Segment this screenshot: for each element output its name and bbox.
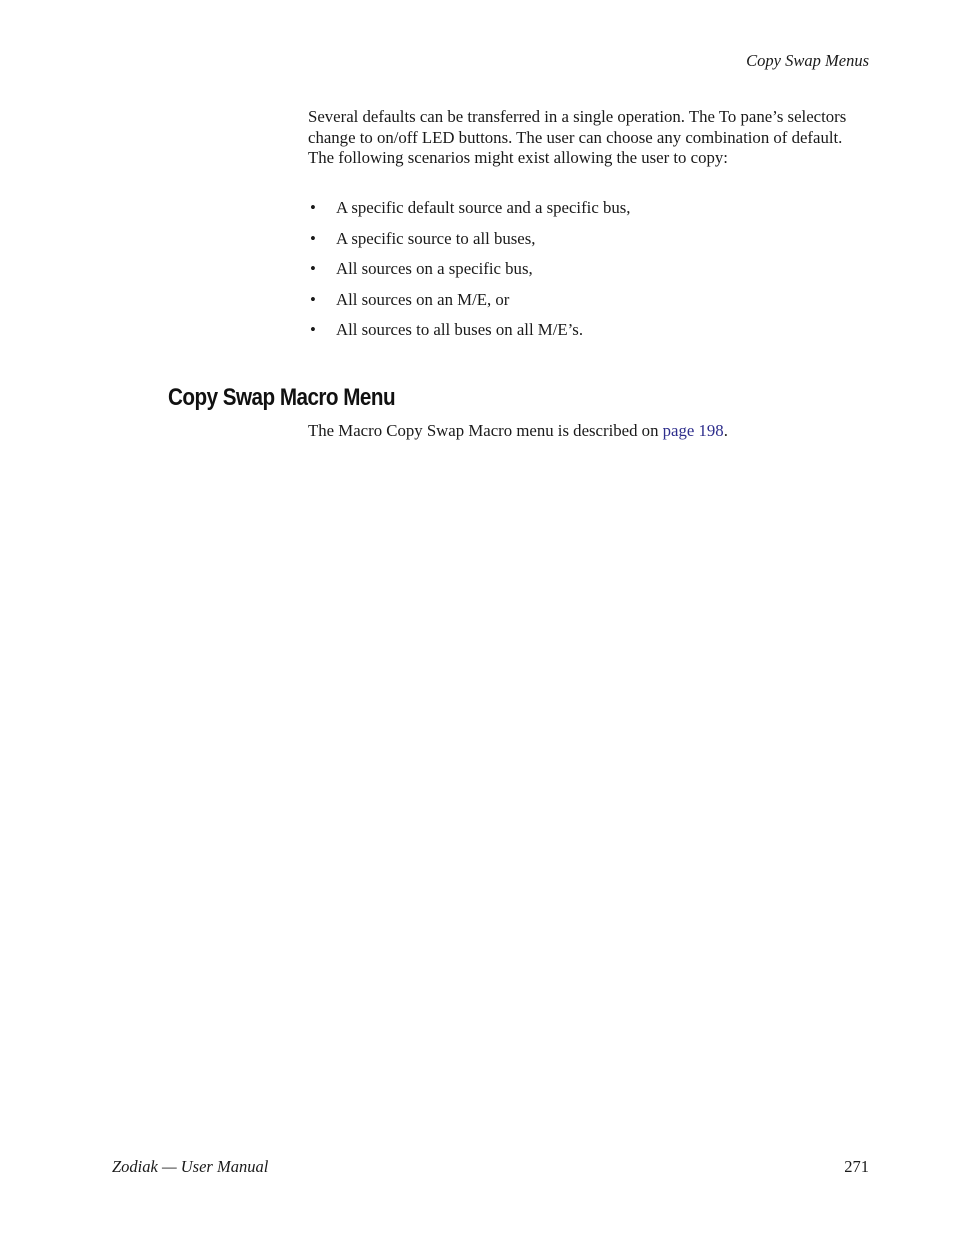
running-header: Copy Swap Menus [746, 51, 869, 70]
list-item [308, 229, 871, 250]
intro-paragraph: Several defaults can be transferred in a single operation. The To pane’s selectors change to on/off LED buttons. The user can choose any combination of default. The following scenarios might exist allowing the user to copy: [308, 107, 847, 167]
footer-manual-title: Zodiak — User Manual [112, 1157, 269, 1176]
list-item [308, 259, 871, 280]
section-body-text: The Macro Copy Swap Macro menu is described on [308, 421, 663, 440]
section-body-end: . [723, 421, 728, 440]
list-item-text: A specific source to all buses, [336, 228, 536, 248]
list-item-text: All sources on a specific bus, [336, 259, 533, 278]
footer-page-number: 271 [844, 1157, 869, 1176]
bullet-marker: • [310, 289, 316, 309]
list-item [308, 198, 871, 219]
list-item [308, 290, 871, 311]
list-item-text: All sources to all buses on all M/E’s. [336, 320, 584, 339]
section-body [308, 421, 871, 442]
page-reference-link[interactable]: page 198 [662, 421, 724, 440]
bullet-marker: • [310, 320, 316, 339]
section-title: Copy Swap Macro Menu [168, 384, 396, 411]
scenario-list [308, 198, 871, 351]
bullet-marker: • [310, 228, 316, 248]
list-item [308, 320, 871, 341]
list-item-text: A specific default source and a specific bus, [336, 198, 631, 217]
bullet-marker: • [310, 259, 316, 278]
bullet-marker: • [310, 198, 316, 217]
list-item-text: All sources on an M/E, or [336, 289, 510, 309]
